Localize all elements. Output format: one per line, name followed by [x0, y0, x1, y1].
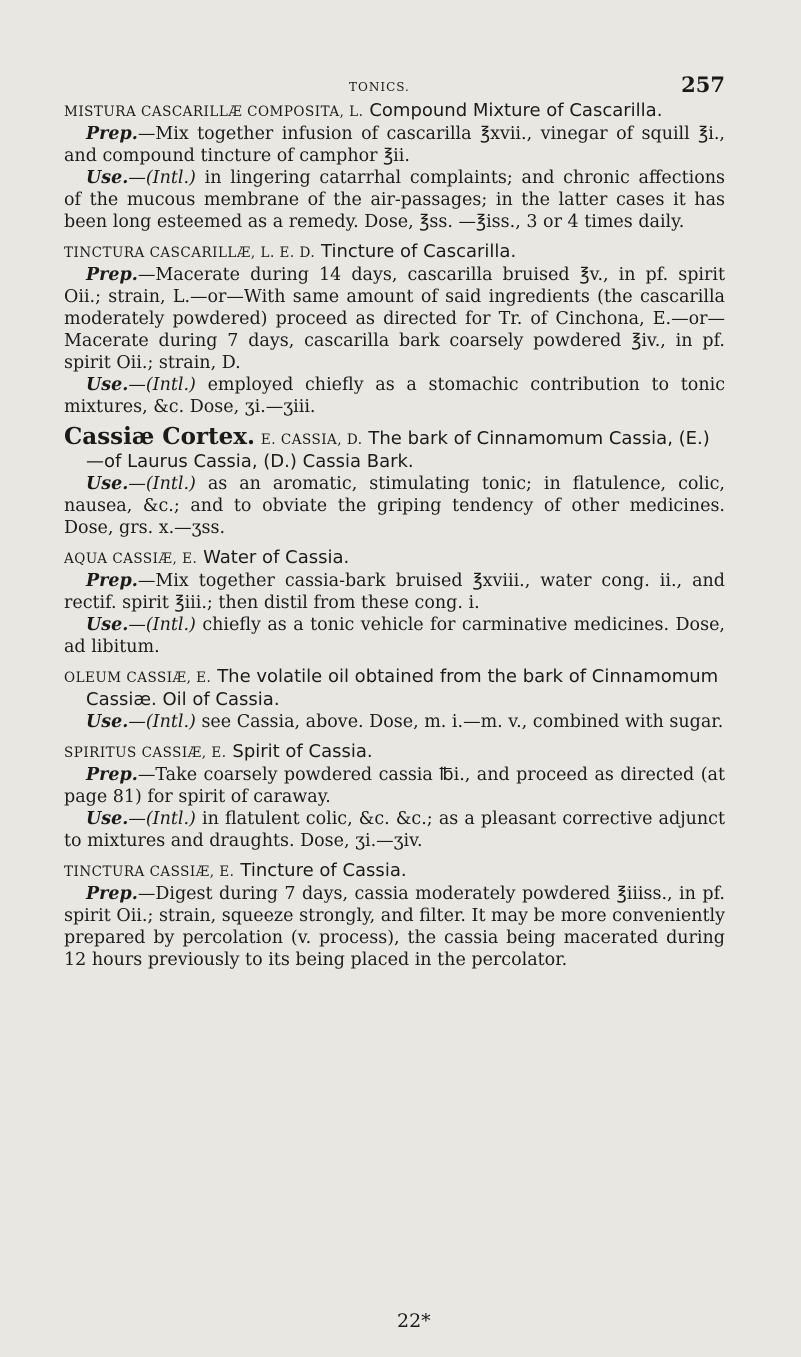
entry-english-name: Tincture of Cascarilla. [321, 241, 517, 262]
paragraph-label: Prep. [86, 124, 138, 144]
entry-paragraph [64, 167, 725, 233]
entry-heading [64, 547, 725, 570]
paragraph-text: chiefly as a tonic vehicle for carminative medicines. Dose, ad libitum. [64, 615, 725, 657]
entry-latin-name: OLEUM CASSIÆ, E. [64, 670, 212, 686]
entry-heading [64, 666, 725, 711]
entry-heading [64, 860, 725, 883]
paragraph-text: in lingering catarrhal complaints; and chronic affections of the mucous membrane of the air-passages; in the latter cases it has been long esteemed as a remedy. Dose, ℥ss. —℥iss., 3 or 4 times daily. [64, 168, 725, 232]
paragraph-intl-tag: —(Intl.) [128, 168, 196, 188]
entry-paragraph [64, 123, 725, 167]
entry-english-name: The volatile oil obtained from the bark of Cinnamomum Cassiæ. Oil of Cassia. [86, 666, 719, 710]
paragraph-label: Use. [86, 712, 129, 732]
entry-english-name: The bark of Cinnamomum Cassia, (E.)—of Laurus Cassia, (D.) Cassia Bark. [86, 428, 710, 472]
entry-paragraph [64, 711, 725, 733]
paragraph-label: Use. [86, 615, 129, 635]
entry [64, 547, 725, 658]
paragraph-label: Prep. [86, 884, 138, 904]
signature-mark: 22* [397, 1310, 431, 1332]
paragraph-label: Prep. [86, 265, 138, 285]
entry-latin-title: Cassiæ Cortex. [64, 423, 256, 450]
paragraph-text: see Cassia, above. Dose, m. i.—m. v., combined with sugar. [195, 712, 724, 732]
entry-paragraph [64, 264, 725, 374]
paragraph-intl-tag: —(Intl.) [128, 809, 196, 829]
entry-english-name: Tincture of Cassia. [240, 860, 407, 881]
paragraph-label: Use. [86, 168, 129, 188]
paragraph-text: as an aromatic, stimulating tonic; in flatulence, colic, nausea, &c.; and to obviate the griping tendency of other medicines. Dose, grs. x.—ʒss. [64, 474, 725, 538]
entry-heading [64, 241, 725, 264]
paragraph-label: Prep. [86, 571, 138, 591]
entry-english-name: Compound Mixture of Cascarilla. [369, 100, 663, 121]
entry-english-name: Water of Cassia. [203, 547, 350, 568]
entry [64, 423, 725, 539]
entry-latin-name: AQUA CASSIÆ, E. [64, 551, 198, 567]
entry-latin-name: TINCTURA CASSIÆ, E. [64, 864, 235, 880]
entry-latin-name: MISTURA CASCARILLÆ COMPOSITA, L. [64, 104, 364, 120]
entry-english-name: Spirit of Cassia. [232, 741, 373, 762]
entry [64, 100, 725, 233]
entry-heading [64, 741, 725, 764]
entry [64, 741, 725, 852]
entry-heading [64, 100, 725, 123]
paragraph-label: Use. [86, 474, 129, 494]
paragraph-label: Use. [86, 809, 129, 829]
page-header [64, 70, 725, 100]
paragraph-intl-tag: —(Intl.) [128, 474, 196, 494]
paragraph-text: —Mix together infusion of cascarilla ℥xvii., vinegar of squill ℥i., and compound tincture of camphor ℥ii. [64, 124, 725, 166]
paragraph-text: —Take coarsely powdered cassia ℔i., and proceed as directed (at page 81) for spirit of caraway. [64, 765, 725, 807]
paragraph-intl-tag: —(Intl.) [128, 712, 196, 732]
entry-latin-name: E. CASSIA, D. [260, 432, 363, 448]
entry-latin-name: TINCTURA CASCARILLÆ, L. E. D. [64, 245, 316, 261]
paragraph-text: —Digest during 7 days, cassia moderately powdered ℥iiiss., in pf. spirit Oii.; strain, squeeze strongly, and filter. It may be more conveniently prepared by percolation (v. process), the cassia being macerated during 12 hours previously to its being placed in the percolator. [64, 884, 725, 970]
paragraph-label: Prep. [86, 765, 138, 785]
entry-paragraph [64, 614, 725, 658]
paragraph-text: employed chiefly as a stomachic contribution to tonic mixtures, &c. Dose, ʒi.—ʒiii. [64, 375, 725, 417]
entry-paragraph [64, 570, 725, 614]
entry-heading [64, 423, 725, 473]
entry-latin-name: SPIRITUS CASSIÆ, E. [64, 745, 227, 761]
paragraph-intl-tag: —(Intl.) [128, 615, 196, 635]
entry-paragraph [64, 764, 725, 808]
running-head: TONICS. [349, 80, 410, 94]
entry [64, 666, 725, 733]
paragraph-text: in flatulent colic, &c. &c.; as a pleasant corrective adjunct to mixtures and draughts. Dose, ʒi.—ʒiv. [64, 809, 725, 851]
entry-paragraph [64, 473, 725, 539]
entry [64, 241, 725, 418]
entry-paragraph [64, 808, 725, 852]
page-number: 257 [681, 72, 725, 97]
paragraph-text: —Macerate during 14 days, cascarilla bruised ℥v., in pf. spirit Oii.; strain, L.—or—With same amount of said ingredients (the cascarilla moderately powdered) proceed as directed for Tr. of Cinchona, E.—or—Macerate during 7 days, cascarilla bark coarsely powdered ℥iv., in pf. spirit Oii.; strain, D. [64, 265, 725, 373]
paragraph-text: —Mix together cassia-bark bruised ℥xviii., water cong. ii., and rectif. spirit ℥iii.; then distil from these cong. i. [64, 571, 725, 613]
entry [64, 860, 725, 971]
paragraph-label: Use. [86, 375, 129, 395]
entries-list [64, 100, 725, 971]
entry-paragraph [64, 883, 725, 971]
entry-paragraph [64, 374, 725, 418]
paragraph-intl-tag: —(Intl.) [128, 375, 196, 395]
